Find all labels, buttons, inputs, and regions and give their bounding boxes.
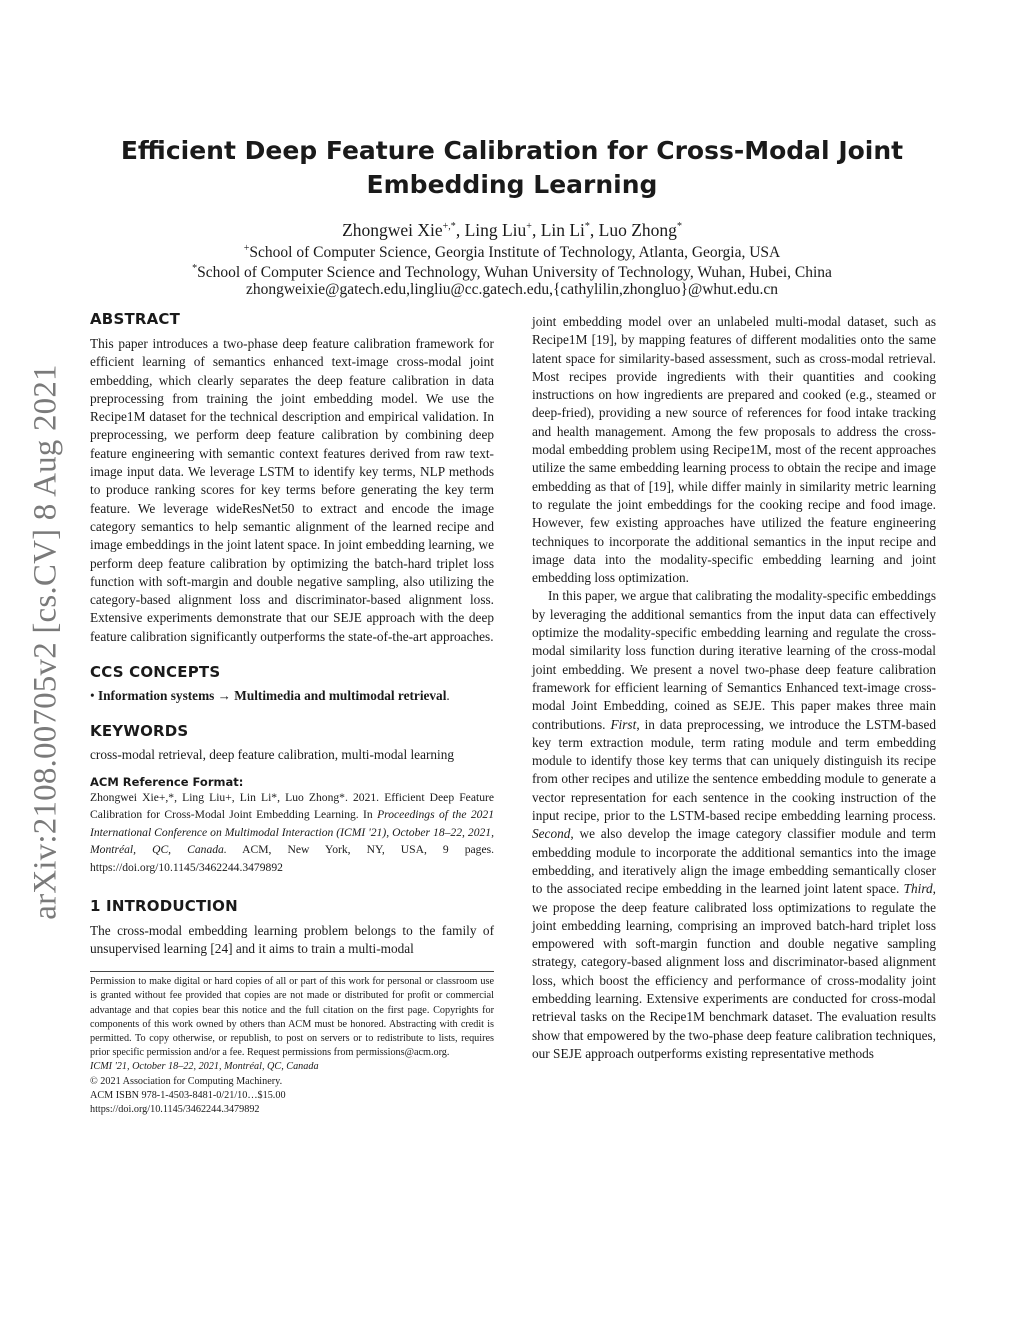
acm-reference-authors: Zhongwei Xie+,*, Ling Liu+, Lin Li*, Luo Zhong*. 2021. Efficient Deep Feature Calibration for Cross-Modal Joint Embedding Learning. In [90, 790, 494, 822]
abstract-text: This paper introduces a two-phase deep feature calibration framework for efficient learning of semantics enhanced text-image cross-modal joint embedding, which clearly separates the deep feature calibration in data preprocessing from training the joint embedding model. We use the Recipe1M dataset for the technical description and empirical validation. In preprocessing, we perform deep feature calibration by combining deep feature engineering with semantic context features derived from raw text-image input data. We leverage LSTM to identify key terms, NLP methods to produce ranking scores for key terms before generating the key term feature. We leverage wideResNet50 to extract and encode the image category semantics to help semantic alignment of the learned recipe and image embeddings in the joint latent space. In joint embedding learning, we perform deep feature calibration by optimizing the batch-hard triplet loss function with soft-margin and double negative sampling, also utilizing the category-based alignment loss and discriminator-based alignment loss. Extensive experiments demonstrate that our SEJE approach with the deep feature calibration significantly outperforms the state-of-the-art approaches. [90, 336, 494, 644]
ccs-end: . [446, 688, 450, 704]
author-mark: + [526, 221, 532, 232]
permission-block [90, 975, 494, 1117]
permission-doi: https://doi.org/10.1145/3462244.3479892 [90, 1104, 260, 1116]
title-line-2: Embedding Learning [366, 170, 658, 199]
author-name: Ling Liu [464, 219, 527, 240]
keywords-text: cross-modal retrieval, deep feature calibration, multi-modal learning [90, 747, 455, 763]
ccs-heading: CCS CONCEPTS [90, 663, 221, 682]
author-name: Luo Zhong [598, 219, 677, 240]
arxiv-sidebar-stamp [22, 352, 70, 932]
permission-copyright: © 2021 Association for Computing Machinery. [90, 1075, 283, 1087]
introduction-contributions: In this paper, we argue that calibrating the modality-specific embeddings by leveraging the additional semantics from the input data can effectively optimize the modality-specific embedding learning and regulate the cross-modal similarity loss function during iterative learning of the cross-modal joint embedding. We present a novel two-phase deep feature calibration framework for efficient learning of Semantics Enhanced text-image cross-modal Joint Embedding, coined as SEJE. This paper makes three main contributions. First, in data preprocessing, we introduce the LSTM-based key term extraction module, term rating module and term embedding module to identify those key terms that can uniquely distinguish its recipe from other recipes and utilize the sentence embedding module to generate a vector representation for each sentence in the cooking instruction of the input recipe, prior to the LSTM-based recipe embedding learning process. Second, we also develop the image category classifier module and term embedding module to incorporate the additional semantics into the image embedding, and iteratively align the image embedding semantically closer to the associated recipe embedding in the learned joint latent space. Third, we propose the deep feature calibrated loss optimizations to regulate the joint embedding learning, comprising an improved batch-hard triplet loss empowered with soft-margin function and double negative sampling strategy, category-based alignment loss and discriminator-based alignment loss, which boost the efficiency and performance of cross-modality joint embedding learning. Extensive experiments are conducted for cross-modal retrieval tasks on the Recipe1M benchmark dataset. The evaluation results show that empowered by the two-phase deep feature calibration techniques, our SEJE approach outperforms existing representative methods [532, 588, 936, 1061]
introduction-paragraph: The cross-modal embedding learning problem belongs to the family of unsupervised learning [24] and it aims to train a multi-modal [90, 922, 494, 956]
footnote-divider [90, 971, 494, 972]
introduction-heading: 1 INTRODUCTION [90, 896, 238, 915]
acm-reference-tail: ACM, New York, NY, USA, 9 pages. https://doi.org/10.1145/3462244.3479892 [90, 843, 495, 875]
contribution-first: First [610, 716, 637, 732]
author-separator: , [531, 219, 541, 240]
acm-reference-heading: ACM Reference Format: [90, 774, 244, 789]
title-line-1: Efficient Deep Feature Calibration for Cross-Modal Joint [120, 136, 904, 165]
author-name: Lin Li [540, 219, 585, 240]
acm-reference-venue: Proceedings of the 2021 International Conference on Multimodal Interaction (ICMI '21), October 18–22, 2021, Montréal, QC, Canada. [90, 808, 495, 857]
left-column [90, 310, 494, 1117]
author-mark: * [676, 221, 682, 232]
ccs-concept-1: Information systems [97, 688, 215, 704]
keywords-heading: KEYWORDS [90, 722, 189, 741]
paper-title [90, 134, 934, 202]
right-column [532, 313, 936, 1063]
author-mark: +,* [442, 221, 456, 232]
contribution-third: Third [903, 881, 933, 897]
arrow-icon: → [217, 688, 231, 704]
author-emails: zhongweixie@gatech.edu,lingliu@cc.gatech.edu,{cathylilin,zhongluo}@whut.edu.cn [245, 281, 779, 298]
ccs-concepts [90, 687, 494, 705]
acm-reference-format [90, 789, 494, 877]
author-separator: , [589, 219, 599, 240]
author-separator: , [455, 219, 465, 240]
abstract-heading: ABSTRACT [90, 310, 181, 328]
introduction-continued: joint embedding model over an unlabeled multi-modal dataset, such as Recipe1M [19], by mapping features of different modalities onto the same latent space for similarity-based assessment, such as cross-modal retrieval. Most recipes provide ingredients with their quantities and cooking instructions on how ingredients are prepared and cooked (e.g., steamed or deep-fried), providing a new source of references for food intake tracking and health management. Among the few proposals to address the cross-modal embedding problem using Recipe1M, most of the recent approaches utilize the same embedding learning process to obtain the recipe and image embedding as that of [19], while differ mainly in similarity metric learning to regulate the joint embeddings for the cooking recipe and food image. However, few existing approaches have utilized the feature engineering techniques to incorporate the additional semantics in the input recipe and image data into the modality-specific embedding learning and joint embedding loss optimization. [532, 314, 936, 586]
permission-isbn: ACM ISBN 978-1-4503-8481-0/21/10…$15.00 [90, 1089, 286, 1101]
ccs-concept-2: Multimedia and multimodal retrieval [234, 688, 447, 704]
contribution-second: Second [532, 826, 571, 842]
affiliation-text: School of Computer Science, Georgia Institute of Technology, Atlanta, Georgia, USA [249, 244, 781, 262]
affiliation-mark: + [243, 243, 250, 254]
author-mark: * [584, 221, 590, 232]
author-name: Zhongwei Xie [342, 219, 443, 240]
permission-notice: Permission to make digital or hard copies of all or part of this work for personal or classroom use is granted without fee provided that copies are not made or distributed for profit or commercial advantage and that copies bear this notice and the full citation on the first page. Copyrights for components of this work owned by others than ACM must be honored. Abstracting with credit is permitted. To copy otherwise, or republish, to post on servers or to redistribute to lists, requires prior specific permission and/or a fee. Request permissions from permissions@acm.org. [90, 976, 494, 1059]
affiliation-mark: * [192, 263, 198, 274]
ccs-bullet: • [90, 688, 95, 704]
affiliation-text: School of Computer Science and Technology, Wuhan University of Technology, Wuhan, Hubei, China [197, 264, 832, 282]
permission-venue: ICMI '21, October 18–22, 2021, Montréal, QC, Canada [90, 1061, 319, 1073]
arxiv-identifier: arXiv:2108.00705v2 [cs.CV] 8 Aug 2021 [27, 364, 64, 920]
author-list [90, 216, 934, 241]
